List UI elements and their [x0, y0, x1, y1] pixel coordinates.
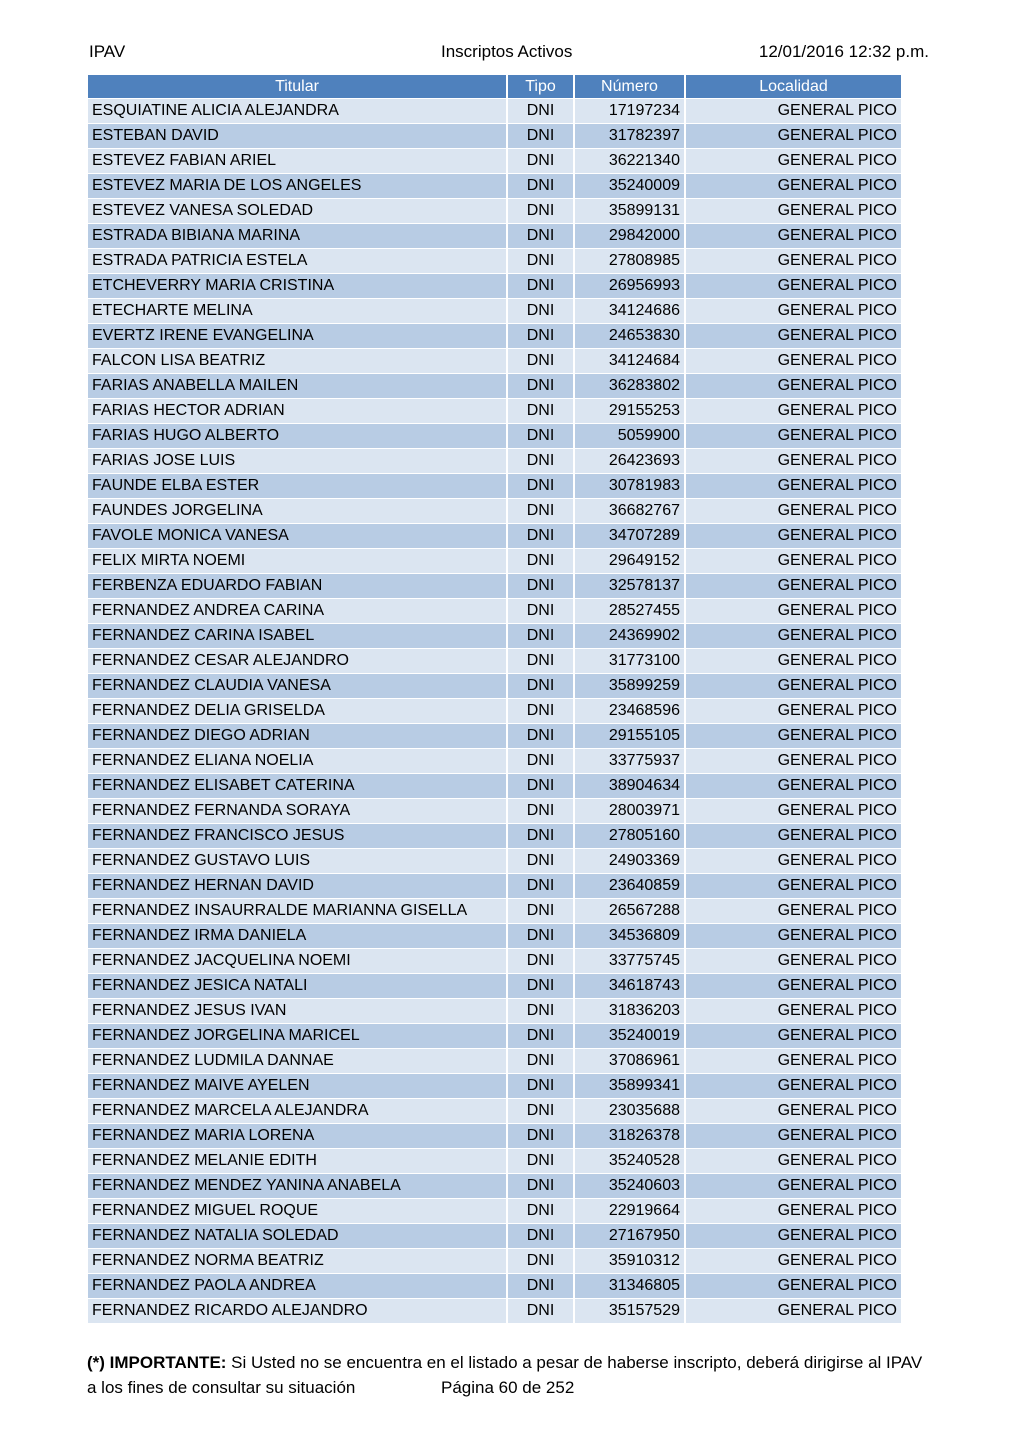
cell-titular: FERNANDEZ JORGELINA MARICEL	[88, 1024, 507, 1049]
cell-tipo: DNI	[507, 949, 574, 974]
table-row	[88, 1199, 902, 1224]
cell-numero: 23035688	[574, 1099, 685, 1124]
cell-titular: FERNANDEZ MAIVE AYELEN	[88, 1074, 507, 1099]
page-number: Página 60 de 252	[441, 1378, 575, 1397]
cell-titular: FERNANDEZ CLAUDIA VANESA	[88, 674, 507, 699]
cell-tipo: DNI	[507, 699, 574, 724]
cell-titular: FERNANDEZ NATALIA SOLEDAD	[88, 1224, 507, 1249]
cell-numero: 34707289	[574, 524, 685, 549]
cell-titular: FAVOLE MONICA VANESA	[88, 524, 507, 549]
cell-localidad: GENERAL PICO	[685, 1124, 902, 1149]
cell-titular: FERNANDEZ NORMA BEATRIZ	[88, 1249, 507, 1274]
cell-numero: 33775745	[574, 949, 685, 974]
table-row	[88, 749, 902, 774]
cell-numero: 29842000	[574, 224, 685, 249]
table-row	[88, 824, 902, 849]
cell-localidad: GENERAL PICO	[685, 649, 902, 674]
cell-localidad: GENERAL PICO	[685, 1074, 902, 1099]
table-row	[88, 524, 902, 549]
cell-localidad: GENERAL PICO	[685, 949, 902, 974]
cell-localidad: GENERAL PICO	[685, 824, 902, 849]
table-row	[88, 99, 902, 124]
cell-titular: ETECHARTE MELINA	[88, 299, 507, 324]
table-row	[88, 1249, 902, 1274]
cell-localidad: GENERAL PICO	[685, 249, 902, 274]
cell-titular: FERNANDEZ INSAURRALDE MARIANNA GISELLA	[88, 899, 507, 924]
cell-tipo: DNI	[507, 324, 574, 349]
cell-titular: FERNANDEZ DELIA GRISELDA	[88, 699, 507, 724]
cell-localidad: GENERAL PICO	[685, 224, 902, 249]
cell-titular: ESTEVEZ VANESA SOLEDAD	[88, 199, 507, 224]
cell-numero: 36221340	[574, 149, 685, 174]
table-row	[88, 374, 902, 399]
cell-localidad: GENERAL PICO	[685, 499, 902, 524]
cell-tipo: DNI	[507, 124, 574, 149]
cell-titular: FERNANDEZ FRANCISCO JESUS	[88, 824, 507, 849]
cell-localidad: GENERAL PICO	[685, 774, 902, 799]
cell-titular: FERNANDEZ JACQUELINA NOEMI	[88, 949, 507, 974]
cell-tipo: DNI	[507, 1274, 574, 1299]
cell-titular: FAUNDES JORGELINA	[88, 499, 507, 524]
cell-localidad: GENERAL PICO	[685, 874, 902, 899]
cell-tipo: DNI	[507, 574, 574, 599]
cell-tipo: DNI	[507, 349, 574, 374]
column-header-titular: Titular	[88, 75, 507, 99]
cell-titular: FERNANDEZ MARCELA ALEJANDRA	[88, 1099, 507, 1124]
table-row	[88, 1174, 902, 1199]
cell-localidad: GENERAL PICO	[685, 799, 902, 824]
cell-numero: 37086961	[574, 1049, 685, 1074]
column-header-localidad: Localidad	[685, 75, 902, 99]
table-row	[88, 924, 902, 949]
cell-tipo: DNI	[507, 899, 574, 924]
cell-titular: FERNANDEZ LUDMILA DANNAE	[88, 1049, 507, 1074]
cell-localidad: GENERAL PICO	[685, 174, 902, 199]
cell-localidad: GENERAL PICO	[685, 999, 902, 1024]
cell-numero: 34536809	[574, 924, 685, 949]
cell-numero: 31773100	[574, 649, 685, 674]
cell-tipo: DNI	[507, 1199, 574, 1224]
cell-numero: 26956993	[574, 274, 685, 299]
cell-localidad: GENERAL PICO	[685, 399, 902, 424]
page-title: Inscriptos Activos	[441, 42, 573, 61]
cell-numero: 35899259	[574, 674, 685, 699]
cell-tipo: DNI	[507, 1024, 574, 1049]
cell-titular: FERNANDEZ MENDEZ YANINA ANABELA	[88, 1174, 507, 1199]
table-row	[88, 599, 902, 624]
cell-numero: 22919664	[574, 1199, 685, 1224]
table-row	[88, 649, 902, 674]
cell-tipo: DNI	[507, 424, 574, 449]
cell-tipo: DNI	[507, 274, 574, 299]
table-header-row	[88, 75, 902, 99]
cell-tipo: DNI	[507, 549, 574, 574]
cell-tipo: DNI	[507, 299, 574, 324]
table-row	[88, 874, 902, 899]
cell-titular: FERNANDEZ ANDREA CARINA	[88, 599, 507, 624]
header-org: IPAV	[89, 42, 126, 61]
cell-tipo: DNI	[507, 249, 574, 274]
cell-localidad: GENERAL PICO	[685, 699, 902, 724]
cell-numero: 34618743	[574, 974, 685, 999]
table-row	[88, 474, 902, 499]
table-row	[88, 124, 902, 149]
cell-numero: 38904634	[574, 774, 685, 799]
cell-numero: 31836203	[574, 999, 685, 1024]
table-row	[88, 1274, 902, 1299]
cell-numero: 26423693	[574, 449, 685, 474]
cell-localidad: GENERAL PICO	[685, 149, 902, 174]
cell-localidad: GENERAL PICO	[685, 924, 902, 949]
cell-titular: FERNANDEZ PAOLA ANDREA	[88, 1274, 507, 1299]
cell-titular: ESTEVEZ MARIA DE LOS ANGELES	[88, 174, 507, 199]
cell-numero: 31782397	[574, 124, 685, 149]
table-row	[88, 574, 902, 599]
cell-tipo: DNI	[507, 874, 574, 899]
cell-numero: 31346805	[574, 1274, 685, 1299]
cell-titular: FERNANDEZ MARIA LORENA	[88, 1124, 507, 1149]
cell-tipo: DNI	[507, 1049, 574, 1074]
important-notice-line2: a los fines de consultar su situación	[87, 1378, 356, 1397]
cell-titular: FALCON LISA BEATRIZ	[88, 349, 507, 374]
cell-localidad: GENERAL PICO	[685, 1274, 902, 1299]
cell-localidad: GENERAL PICO	[685, 299, 902, 324]
cell-titular: FERNANDEZ DIEGO ADRIAN	[88, 724, 507, 749]
table-row	[88, 1299, 902, 1324]
cell-titular: FERNANDEZ JESUS IVAN	[88, 999, 507, 1024]
cell-numero: 23468596	[574, 699, 685, 724]
cell-localidad: GENERAL PICO	[685, 749, 902, 774]
cell-numero: 33775937	[574, 749, 685, 774]
cell-localidad: GENERAL PICO	[685, 124, 902, 149]
table-row	[88, 1074, 902, 1099]
cell-titular: FARIAS JOSE LUIS	[88, 449, 507, 474]
table-row	[88, 1099, 902, 1124]
cell-numero: 5059900	[574, 424, 685, 449]
cell-tipo: DNI	[507, 649, 574, 674]
table-row	[88, 324, 902, 349]
cell-tipo: DNI	[507, 599, 574, 624]
cell-titular: FERNANDEZ MIGUEL ROQUE	[88, 1199, 507, 1224]
table-row	[88, 1149, 902, 1174]
cell-localidad: GENERAL PICO	[685, 324, 902, 349]
cell-tipo: DNI	[507, 149, 574, 174]
cell-localidad: GENERAL PICO	[685, 524, 902, 549]
cell-numero: 35899131	[574, 199, 685, 224]
cell-tipo: DNI	[507, 449, 574, 474]
cell-tipo: DNI	[507, 999, 574, 1024]
cell-localidad: GENERAL PICO	[685, 1174, 902, 1199]
table-row	[88, 974, 902, 999]
cell-tipo: DNI	[507, 224, 574, 249]
cell-numero: 29155253	[574, 399, 685, 424]
cell-titular: FERNANDEZ CESAR ALEJANDRO	[88, 649, 507, 674]
cell-numero: 29155105	[574, 724, 685, 749]
table-row	[88, 549, 902, 574]
cell-tipo: DNI	[507, 849, 574, 874]
table-row	[88, 724, 902, 749]
cell-numero: 24903369	[574, 849, 685, 874]
important-text: Si Usted no se encuentra en el listado a pesar de haberse inscripto, deberá dirigirse al IPAV	[226, 1353, 923, 1372]
cell-numero: 35240528	[574, 1149, 685, 1174]
registrants-table	[88, 75, 903, 1324]
cell-titular: FERNANDEZ FERNANDA SORAYA	[88, 799, 507, 824]
cell-tipo: DNI	[507, 924, 574, 949]
table-row	[88, 899, 902, 924]
table-row	[88, 149, 902, 174]
cell-tipo: DNI	[507, 1099, 574, 1124]
cell-numero: 17197234	[574, 99, 685, 124]
cell-localidad: GENERAL PICO	[685, 474, 902, 499]
table-row	[88, 674, 902, 699]
table-row	[88, 274, 902, 299]
cell-localidad: GENERAL PICO	[685, 574, 902, 599]
table-row	[88, 249, 902, 274]
cell-titular: FERNANDEZ GUSTAVO LUIS	[88, 849, 507, 874]
table-row	[88, 299, 902, 324]
cell-titular: ESQUIATINE ALICIA ALEJANDRA	[88, 99, 507, 124]
cell-titular: FERNANDEZ ELISABET CATERINA	[88, 774, 507, 799]
cell-tipo: DNI	[507, 1174, 574, 1199]
table-row	[88, 449, 902, 474]
cell-numero: 31826378	[574, 1124, 685, 1149]
cell-localidad: GENERAL PICO	[685, 199, 902, 224]
cell-localidad: GENERAL PICO	[685, 374, 902, 399]
cell-tipo: DNI	[507, 724, 574, 749]
cell-titular: EVERTZ IRENE EVANGELINA	[88, 324, 507, 349]
cell-tipo: DNI	[507, 1074, 574, 1099]
cell-tipo: DNI	[507, 774, 574, 799]
cell-numero: 27805160	[574, 824, 685, 849]
cell-titular: ETCHEVERRY MARIA CRISTINA	[88, 274, 507, 299]
cell-numero: 34124686	[574, 299, 685, 324]
cell-titular: FELIX MIRTA NOEMI	[88, 549, 507, 574]
cell-tipo: DNI	[507, 749, 574, 774]
cell-numero: 36682767	[574, 499, 685, 524]
cell-titular: FARIAS HECTOR ADRIAN	[88, 399, 507, 424]
cell-titular: FAUNDE ELBA ESTER	[88, 474, 507, 499]
cell-tipo: DNI	[507, 474, 574, 499]
cell-tipo: DNI	[507, 1149, 574, 1174]
cell-numero: 28003971	[574, 799, 685, 824]
table-row	[88, 1049, 902, 1074]
cell-numero: 35240009	[574, 174, 685, 199]
cell-titular: FARIAS ANABELLA MAILEN	[88, 374, 507, 399]
table-row	[88, 174, 902, 199]
cell-titular: FERNANDEZ MELANIE EDITH	[88, 1149, 507, 1174]
cell-numero: 29649152	[574, 549, 685, 574]
cell-localidad: GENERAL PICO	[685, 624, 902, 649]
cell-numero: 34124684	[574, 349, 685, 374]
cell-titular: FARIAS HUGO ALBERTO	[88, 424, 507, 449]
cell-localidad: GENERAL PICO	[685, 899, 902, 924]
cell-numero: 30781983	[574, 474, 685, 499]
cell-numero: 35910312	[574, 1249, 685, 1274]
table-body	[88, 99, 902, 1324]
cell-titular: ESTRADA BIBIANA MARINA	[88, 224, 507, 249]
cell-titular: FERNANDEZ IRMA DANIELA	[88, 924, 507, 949]
cell-localidad: GENERAL PICO	[685, 974, 902, 999]
cell-tipo: DNI	[507, 374, 574, 399]
important-notice	[87, 1353, 922, 1373]
cell-numero: 26567288	[574, 899, 685, 924]
table-row	[88, 399, 902, 424]
table-row	[88, 774, 902, 799]
cell-titular: FERNANDEZ HERNAN DAVID	[88, 874, 507, 899]
cell-tipo: DNI	[507, 174, 574, 199]
cell-tipo: DNI	[507, 1249, 574, 1274]
cell-localidad: GENERAL PICO	[685, 1024, 902, 1049]
cell-localidad: GENERAL PICO	[685, 849, 902, 874]
cell-tipo: DNI	[507, 624, 574, 649]
cell-localidad: GENERAL PICO	[685, 599, 902, 624]
cell-titular: ESTRADA PATRICIA ESTELA	[88, 249, 507, 274]
cell-localidad: GENERAL PICO	[685, 1299, 902, 1324]
table-row	[88, 499, 902, 524]
cell-tipo: DNI	[507, 1299, 574, 1324]
cell-tipo: DNI	[507, 199, 574, 224]
table-row	[88, 199, 902, 224]
table-row	[88, 1024, 902, 1049]
cell-titular: FERNANDEZ CARINA ISABEL	[88, 624, 507, 649]
cell-numero: 24369902	[574, 624, 685, 649]
cell-localidad: GENERAL PICO	[685, 424, 902, 449]
cell-titular: FERNANDEZ JESICA NATALI	[88, 974, 507, 999]
table-row	[88, 949, 902, 974]
table-row	[88, 1124, 902, 1149]
cell-tipo: DNI	[507, 674, 574, 699]
table-row	[88, 999, 902, 1024]
cell-titular: ESTEVEZ FABIAN ARIEL	[88, 149, 507, 174]
cell-localidad: GENERAL PICO	[685, 674, 902, 699]
table-row	[88, 799, 902, 824]
cell-numero: 36283802	[574, 374, 685, 399]
cell-tipo: DNI	[507, 1224, 574, 1249]
cell-localidad: GENERAL PICO	[685, 549, 902, 574]
cell-numero: 27167950	[574, 1224, 685, 1249]
cell-localidad: GENERAL PICO	[685, 724, 902, 749]
cell-tipo: DNI	[507, 824, 574, 849]
table-row	[88, 699, 902, 724]
cell-localidad: GENERAL PICO	[685, 449, 902, 474]
cell-localidad: GENERAL PICO	[685, 1099, 902, 1124]
cell-numero: 24653830	[574, 324, 685, 349]
column-header-numero: Número	[574, 75, 685, 99]
cell-numero: 23640859	[574, 874, 685, 899]
table-row	[88, 349, 902, 374]
cell-numero: 27808985	[574, 249, 685, 274]
cell-titular: FERBENZA EDUARDO FABIAN	[88, 574, 507, 599]
cell-numero: 35157529	[574, 1299, 685, 1324]
cell-tipo: DNI	[507, 1124, 574, 1149]
table-row	[88, 624, 902, 649]
cell-titular: FERNANDEZ RICARDO ALEJANDRO	[88, 1299, 507, 1324]
cell-tipo: DNI	[507, 499, 574, 524]
cell-localidad: GENERAL PICO	[685, 274, 902, 299]
cell-tipo: DNI	[507, 974, 574, 999]
table-row	[88, 849, 902, 874]
cell-localidad: GENERAL PICO	[685, 1199, 902, 1224]
table-row	[88, 1224, 902, 1249]
cell-titular: ESTEBAN DAVID	[88, 124, 507, 149]
cell-titular: FERNANDEZ ELIANA NOELIA	[88, 749, 507, 774]
table-row	[88, 224, 902, 249]
important-label: (*) IMPORTANTE:	[87, 1353, 227, 1372]
cell-localidad: GENERAL PICO	[685, 1249, 902, 1274]
cell-localidad: GENERAL PICO	[685, 1149, 902, 1174]
cell-tipo: DNI	[507, 799, 574, 824]
cell-numero: 32578137	[574, 574, 685, 599]
cell-numero: 35899341	[574, 1074, 685, 1099]
cell-numero: 35240019	[574, 1024, 685, 1049]
cell-tipo: DNI	[507, 399, 574, 424]
cell-numero: 35240603	[574, 1174, 685, 1199]
column-header-tipo: Tipo	[507, 75, 574, 99]
header-timestamp: 12/01/2016 12:32 p.m.	[758, 42, 929, 61]
cell-localidad: GENERAL PICO	[685, 1049, 902, 1074]
cell-localidad: GENERAL PICO	[685, 349, 902, 374]
cell-numero: 28527455	[574, 599, 685, 624]
table-row	[88, 424, 902, 449]
cell-localidad: GENERAL PICO	[685, 1224, 902, 1249]
cell-localidad: GENERAL PICO	[685, 99, 902, 124]
cell-tipo: DNI	[507, 99, 574, 124]
cell-tipo: DNI	[507, 524, 574, 549]
